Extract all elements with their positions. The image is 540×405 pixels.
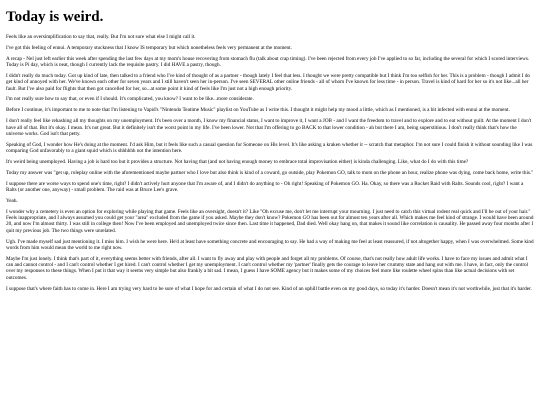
paragraph: Yeah.	[6, 197, 18, 204]
paragraph: I'm not really sure how to say that, or even if I should. It's complicated, you know? I want to be like...more considerate.	[6, 96, 254, 103]
paragraph: It's weird being unemployed. Having a job is hard too but it provides a structure. Not having that (and not having enough money to embrace total improvisation either) is kinda challenging. Like, what do I do with this time?	[6, 158, 469, 165]
paragraph: I suppose there are worse ways to spend one's time, right? I didn't actively hurt anyone that I'm aware of, and I didn't do anything to - Oh right! Speaking of Pokemon GO. Ha. Okay, so there was a Rocket Raid with Ralts. Sounds cool, right? I want a Ralts (or another one, anyway) - small problem. The raid was at Bruce Lee's grave.	[6, 180, 524, 193]
paragraph: Before I continue, it's important to me to note that I'm listening to Vapid's "Nintendo Teatime Music" playlist on YouTube as I write this. I thought it might help my mood a little, which as I mentioned, is a bit infected with ennui at the moment.	[6, 107, 510, 114]
paragraph: I suppose that's where faith has to come in. Here I am trying very hard to be sure of what I hope for and certain of what I do not see. Kind of an uphill battle even on my good days, so today it's harder. Doesn't mean it's not worthwhile, just that it's harder.	[6, 285, 532, 292]
page-title: Today is weird.	[6, 9, 104, 25]
paragraph: Ugh. I've made myself sad just mentioning it. I miss him. I wish he were here. He'd at least have something concrete and encouraging to say. He had a way of making me feel at least reassured, if not altogether happy, when I was overwhelmed. Some kind words from him would mean the world to me right now.	[6, 238, 534, 251]
paragraph: A recap - Nel just left earlier this week after spending the last few days at my mom's house recovering from stomach flu (talk about crap timing). I've been rejected from every job I've applied to so far, including the several for which I scored interviews. Today is Pi day, which is neat, though I currently lack the requisite pastry. I did HAVE a pastry, though.	[6, 55, 530, 69]
paragraph: Today my answer was "get up, roleplay online with the aforementioned maybe partner who I love but also think is kind of a coward, go outside, play Pokemon GO, talk to mom on the phone an hour, realize phone was dying, come back home, write this."	[6, 169, 534, 176]
article-body	[6, 34, 534, 292]
paragraph: I've got this feeling of ennui. A temporary stuckness that I know IS temporary but which nonetheless feels very permanent at the moment.	[6, 44, 292, 51]
paragraph: Feels like an oversimplification to say that, really. But I'm not sure what else I might call it.	[6, 34, 196, 40]
paragraph: I wonder why a cemetery is even an option for exploring while playing that game. Feels like an oversight, doesn't it? Like "Oh excuse me, don't let me interrupt your mourning. I just need to catch this virtual rodent real quick and I'll be out of your hair." Feels inappropriate, and I always assumed you could get your "area" excluded from the game if you asked. Maybe they don't know? Pokemon GO has been out for almost ten years after all. Which makes me feel kind of strange. I would have been around 20, and now I'm almost thirty. I was still in college then! Now I've been employed and unemployed twice since then. Last time it happened, Dad died. Well okay hang on, that makes it sound like correlation is causality. He passed away four months after I quit my previous job. The two things were unrelated.	[6, 208, 534, 234]
paragraph: Speaking of God, I wonder how He's doing at the moment. I'd ask Him, but it feels like such a casual question for Someone on His level. It's like asking a kraken whether it -- scratch that metaphor. I'm not sure I could finish it without sounding like I was comparing God unfavorably to a giant squid which is shhhhhh not the intention here.	[6, 141, 533, 155]
paragraph: I don't really feel like rehashing all my thoughts on my unemployment. It's been over a month, I know my financial status, I want to improve it, I want a JOB - and I want the freedom to travel and to explore and to eat without guilt. At the moment I don't have all of that. But it's okay. I mean. It's not great. But it definitely isn't the worst point in my life. I've been lower. Not that I'm offering to go BACK to that lower condition - ah but there I am, being superstitious. I don't really think that's how the universe works. God isn't that petty.	[6, 118, 532, 137]
paragraph: Maybe I'm just lonely. I think that's part of it, everything seems better with friends, after all. I want to fly away and play with people and forget all my problems. Of course, that's not really how adult life works. I have to face my issues and admit what I can and cannot control - and I can't control whether I get hired. I can't control whether I get my unemployment. I can't control whether my 'partner' finally gets the courage to leave her crummy state and hang out with me. I have, in fact, only the control over my responses to these things. When I put it that way it seems very simple but also frankly a bit sad. I mean, I guess I have SOME agency but it makes some of my choices feel more like roulette wheel spins than like actual decisions with set outcomes.	[6, 255, 529, 281]
paragraph: I didn't really do much today. Got up kind of late, then talked to a friend who I've kind of thought of as a partner - though lately I feel that less. I thought we were pretty compatible but I think I'm too selfish for her. This is a problem - though I admit I do get kind of annoyed with her. We've known each other for seven years and I still haven't seen her in-person. I've seen SEVERAL other online friends - all of whom I've known for less time - in person. Travel is kind of hard for her so it's not like...all her fault. But I've also paid for flights that then got cancelled for her, so...at some point it kind of feels like I'm just not a high enough priority.	[6, 72, 531, 92]
